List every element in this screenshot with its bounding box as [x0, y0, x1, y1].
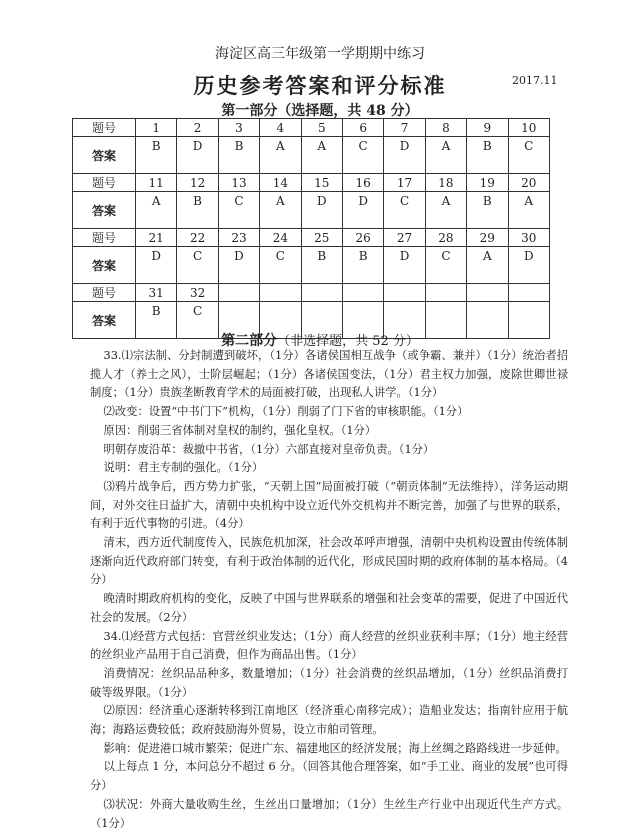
part2-note: （非选择题，共 52 分）	[277, 334, 419, 349]
question-number-row	[73, 229, 550, 247]
question-number-cell: 32	[177, 284, 218, 302]
question-number-cell	[425, 284, 466, 302]
question-number-cell: 1	[136, 119, 177, 137]
paragraph: ⑶状况：外商大量收购生丝，生丝出口量增加；（1分）生丝生产行业中出现近代生产方式。（1分）	[90, 797, 568, 830]
question-number-cell	[467, 284, 508, 302]
question-number-cell: 28	[425, 229, 466, 247]
answer-cell: D	[218, 247, 259, 284]
answer-cell: D	[177, 137, 218, 174]
part1-note: （选择题，共 48 分）	[277, 103, 419, 119]
answer-cell: D	[384, 247, 425, 284]
document-date: 2017.11	[512, 74, 558, 87]
answer-cell: C	[177, 302, 218, 339]
question-number-cell: 6	[342, 119, 383, 137]
answer-body	[90, 347, 568, 833]
answer-table	[72, 118, 550, 339]
answer-cell: B	[218, 137, 259, 174]
answer-cell: C	[425, 247, 466, 284]
question-number-cell: 4	[260, 119, 301, 137]
question-number-cell: 19	[467, 174, 508, 192]
question-number-cell: 25	[301, 229, 342, 247]
answer-cell: A	[467, 247, 508, 284]
answer-cell: D	[301, 192, 342, 229]
question-number-cell: 13	[218, 174, 259, 192]
question-number-cell	[301, 284, 342, 302]
question-number-label: 题号	[73, 174, 136, 192]
question-number-row	[73, 284, 550, 302]
answer-cell: B	[136, 302, 177, 339]
part2-title: 第二部分	[221, 333, 278, 349]
question-number-cell: 22	[177, 229, 218, 247]
paragraph: 34.⑴经营方式包括：官营丝织业发达；（1分）商人经营的丝织业获利丰厚；（1分）地主经营的丝织业产品用于自己消费，但作为商品出售。（1分）	[90, 629, 568, 662]
question-number-cell: 15	[301, 174, 342, 192]
question-number-label: 题号	[73, 229, 136, 247]
question-number-cell: 20	[508, 174, 549, 192]
answer-label: 答案	[73, 247, 136, 284]
paragraph: 33.⑴宗法制、分封制遭到破坏，（1分）各诸侯国相互战争（或争霸、兼并）（1分）统治者招揽人才（养士之风），士阶层崛起；（1分）各诸侯国变法，（1分）君主权力加强，废除世卿世禄制度；（1分）贵族垄断教育学术的局面被打破，出现私人讲学。（1分）	[90, 349, 568, 400]
answer-cell: A	[425, 137, 466, 174]
question-number-cell: 7	[384, 119, 425, 137]
question-number-cell: 14	[260, 174, 301, 192]
paragraph: 原因：削弱三省体制对皇权的制约，强化皇权。（1分）	[103, 423, 377, 437]
answer-cell: A	[260, 137, 301, 174]
answer-cell: C	[342, 137, 383, 174]
answer-cell: A	[508, 192, 549, 229]
question-number-cell: 2	[177, 119, 218, 137]
answer-row	[73, 137, 550, 174]
question-number-cell: 17	[384, 174, 425, 192]
question-number-cell: 27	[384, 229, 425, 247]
question-number-cell	[260, 284, 301, 302]
question-number-cell: 9	[467, 119, 508, 137]
paragraph: 明朝存废沿革：裁撤中书省，（1分）六部直接对皇帝负责。（1分）	[103, 442, 435, 456]
paragraph: 清末，西方近代制度传入，民族危机加深，社会改革呼声增强，清朝中央机构设置由传统体制逐渐向近代政府部门转变，有利于政治体制的近代化，形成民国时期的政府体制的基本格局。（4分）	[90, 536, 568, 587]
answer-cell: C	[384, 192, 425, 229]
question-number-label: 题号	[73, 284, 136, 302]
exam-subtitle: 海淀区高三年级第一学期期中练习	[215, 46, 425, 62]
answer-cell: A	[301, 137, 342, 174]
answer-cell: B	[177, 192, 218, 229]
answer-cell: D	[508, 247, 549, 284]
question-number-row	[73, 174, 550, 192]
paragraph: 说明：君主专制的强化。（1分）	[103, 461, 264, 475]
answer-cell: B	[301, 247, 342, 284]
question-number-cell: 29	[467, 229, 508, 247]
question-number-cell: 30	[508, 229, 549, 247]
answer-row	[73, 247, 550, 284]
question-number-cell	[342, 284, 383, 302]
paragraph: 消费情况：丝织品品种多，数量增加；（1分）社会消费的丝织品增加，（1分）丝织品消费打破等级界限。（1分）	[90, 666, 568, 699]
answer-row	[73, 192, 550, 229]
question-number-cell: 23	[218, 229, 259, 247]
question-number-cell: 16	[342, 174, 383, 192]
question-number-cell	[384, 284, 425, 302]
answer-label: 答案	[73, 192, 136, 229]
answer-cell: B	[467, 137, 508, 174]
answer-cell: C	[218, 192, 259, 229]
paragraph: ⑵原因：经济重心逐渐转移到江南地区（经济重心南移完成）；造船业发达；指南针应用于航海；海路运费较低；政府鼓励海外贸易，设立市舶司管理。	[90, 704, 568, 737]
answer-label: 答案	[73, 302, 136, 339]
question-number-cell: 21	[136, 229, 177, 247]
question-number-label: 题号	[73, 119, 136, 137]
paragraph: 影响：促进港口城市繁荣；促进广东、福建地区的经济发展；海上丝绸之路路线进一步延伸。	[103, 741, 567, 755]
answer-cell: D	[136, 247, 177, 284]
document-title: 历史参考答案和评分标准	[193, 73, 447, 98]
question-number-cell: 26	[342, 229, 383, 247]
question-number-cell	[508, 284, 549, 302]
question-number-cell: 18	[425, 174, 466, 192]
paragraph: ⑶鸦片战争后，西方势力扩张，“天朝上国”局面被打破（“朝贡体制”无法维持），洋务运动期间，对外交往日益扩大，清朝中央机构中设立近代外交机构并不断完善，加强了与世界的联系，有利于近代事物的引进。（4分）	[90, 479, 568, 531]
question-number-cell: 3	[218, 119, 259, 137]
answer-label: 答案	[73, 137, 136, 174]
answer-cell: B	[136, 137, 177, 174]
question-number-cell: 10	[508, 119, 549, 137]
answer-cell: C	[508, 137, 549, 174]
paragraph: 晚清时期政府机构的变化，反映了中国与世界联系的增强和社会变革的需要，促进了中国近代社会的发展。（2分）	[90, 592, 568, 624]
paragraph: ⑵改变：设置“中书门下”机构，（1分）削弱了门下省的审核职能。（1分）	[103, 405, 469, 419]
answer-cell: B	[467, 192, 508, 229]
question-number-cell: 31	[136, 284, 177, 302]
answer-cell: D	[384, 137, 425, 174]
answer-cell: A	[136, 192, 177, 229]
question-number-cell: 5	[301, 119, 342, 137]
answer-cell: A	[260, 192, 301, 229]
answer-cell: C	[177, 247, 218, 284]
part1-title: 第一部分	[221, 103, 278, 119]
answer-cell: D	[342, 192, 383, 229]
answer-cell: C	[260, 247, 301, 284]
question-number-cell: 12	[177, 174, 218, 192]
question-number-cell: 8	[425, 119, 466, 137]
answer-cell: A	[425, 192, 466, 229]
question-number-cell: 24	[260, 229, 301, 247]
question-number-row	[73, 119, 550, 137]
answer-cell: B	[342, 247, 383, 284]
part1-heading	[0, 100, 640, 120]
question-number-cell	[218, 284, 259, 302]
question-number-cell: 11	[136, 174, 177, 192]
paragraph: 以上每点 1 分，本问总分不超过 6 分。（回答其他合理答案，如“手工业、商业的发展”也可得分）	[90, 760, 568, 793]
